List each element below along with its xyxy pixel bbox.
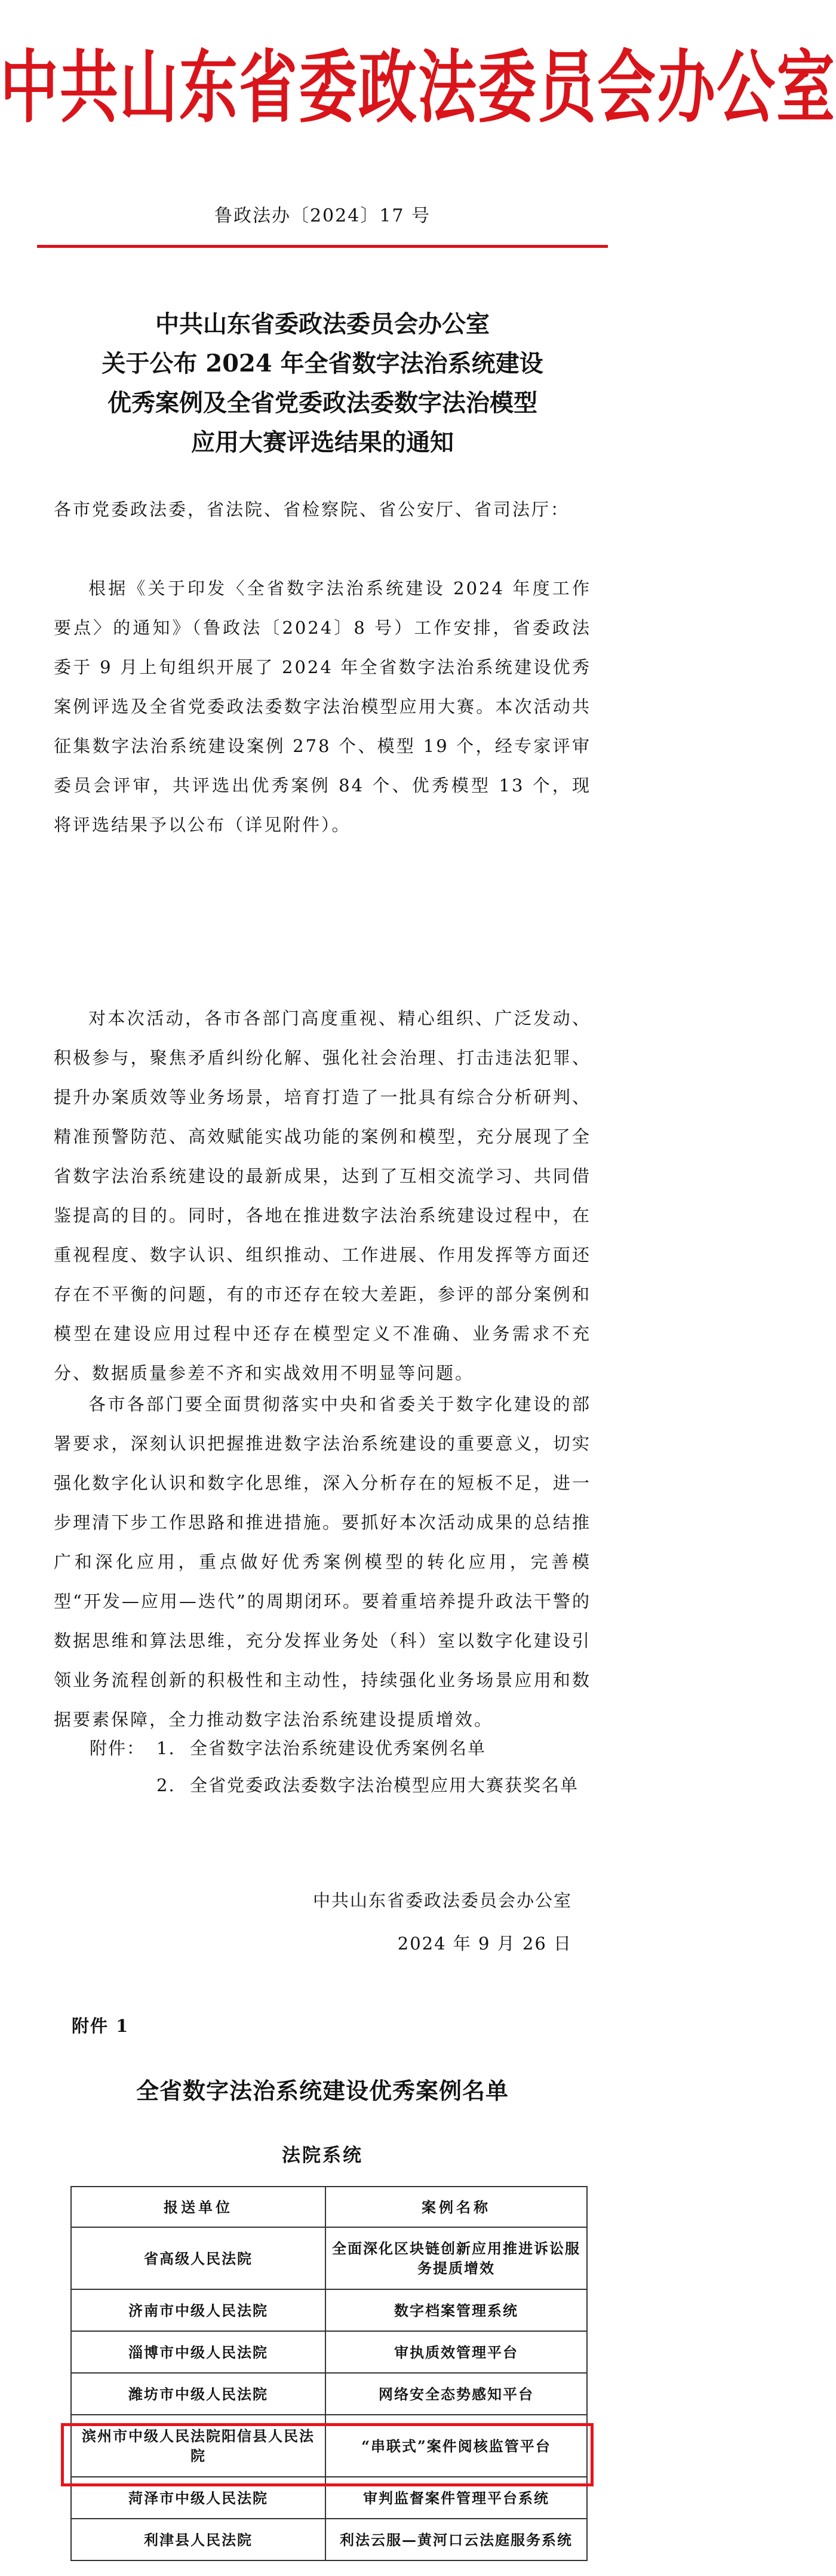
- attachment-number: 2.: [156, 1775, 176, 1795]
- notice-title-line-1: 中共山东省委政法委员会办公室: [155, 310, 490, 338]
- column-header-case: 案例名称: [325, 2187, 587, 2227]
- unit-cell: 济南市中级人民法院: [71, 2289, 325, 2331]
- table-header-row: [71, 2187, 587, 2227]
- table-row: [71, 2289, 587, 2331]
- body-paragraph-1: 根据《关于印发〈全省数字法治系统建设 2024 年度工作要点〉的通知》（鲁政法〔2024〕8 号）工作安排，省委政法委于 9 月上旬组织开展了 2024 年全省数字法治系统建设优秀案例评选及全省党委政法委数字法治模型应用大赛。本次活动共征集数字法治系统建设案例 278 个、模型 19 个，经专家评审委员会评审，共评选出优秀案例 84 个、优秀模型 13 个，现将评选结果予以公布（详见附件）。: [54, 578, 591, 835]
- attachment-list: [90, 1730, 597, 1804]
- case-cell: 数字档案管理系统: [325, 2289, 587, 2331]
- appendix-title: 全省数字法治系统建设优秀案例名单: [136, 2077, 509, 2104]
- attachment-title: 全省数字法治系统建设优秀案例名单: [190, 1738, 487, 1758]
- notice-title: [0, 305, 645, 462]
- excellent-cases-table: [70, 2186, 588, 2561]
- column-header-unit: 报送单位: [71, 2187, 325, 2227]
- unit-cell: 淄博市中级人民法院: [71, 2331, 325, 2373]
- red-divider-line: [37, 245, 608, 248]
- case-cell: 全面深化区块链创新应用推进诉讼服务提质增效: [325, 2227, 587, 2289]
- signature-organization: 中共山东省委政法委员会办公室: [312, 1890, 572, 1911]
- notice-title-line-3: 优秀案例及全省党委政法委数字法治模型: [107, 389, 537, 417]
- attachments-label: 附件：: [90, 1738, 146, 1758]
- table-row: [71, 2331, 587, 2373]
- salutation: 各市党委政法委，省法院、省检察院、省公安厅、省司法厅：: [54, 499, 570, 520]
- case-cell: 审判监督案件管理平台系统: [325, 2477, 587, 2519]
- body-paragraph-2: 对本次活动，各市各部门高度重视、精心组织、广泛发动、积极参与，聚焦矛盾纠纷化解、强化社会治理、打击违法犯罪、提升办案质效等业务场景，培育打造了一批具有综合分析研判、精准预警防范、高效赋能实战功能的案例和模型，充分展现了全省数字法治系统建设的最新成果，达到了互相交流学习、共同借鉴提高的目的。同时，各地在推进数字法治系统建设过程中，在重视程度、数字认识、组织推动、工作进展、作用发挥等方面还存在不平衡的问题，有的市还存在较大差距，参评的部分案例和模型在建设应用过程中还存在模型定义不准确、业务需求不充分、数据质量参差不齐和实战效用不明显等问题。: [54, 1008, 591, 1383]
- section-title: 法院系统: [282, 2145, 363, 2166]
- unit-cell: 潍坊市中级人民法院: [71, 2373, 325, 2415]
- unit-cell: 滨州市中级人民法院阳信县人民法院: [71, 2415, 325, 2477]
- document-number: 鲁政法办〔2024〕17 号: [214, 205, 431, 226]
- table-row: [71, 2373, 587, 2415]
- unit-cell: 省高级人民法院: [71, 2227, 325, 2289]
- table-row: [71, 2227, 587, 2289]
- case-cell: “串联式”案件阅核监管平台: [325, 2415, 587, 2477]
- issuing-office-red-header: 中共山东省委政法委员会办公室: [0, 41, 836, 134]
- highlight-box: [61, 2423, 594, 2486]
- case-cell: 网络安全态势感知平台: [325, 2373, 587, 2415]
- table-row: [71, 2519, 587, 2560]
- attachment-title: 全省党委政法委数字法治模型应用大赛获奖名单: [190, 1775, 579, 1795]
- attachment-number: 1.: [156, 1738, 176, 1758]
- attachment-item: [90, 1730, 597, 1767]
- notice-title-line-2: 关于公布 2024 年全省数字法治系统建设: [102, 349, 543, 377]
- notice-title-line-4: 应用大赛评选结果的通知: [191, 428, 454, 456]
- unit-cell: 利津县人民法院: [71, 2519, 325, 2560]
- case-cell: 利法云服—黄河口云法庭服务系统: [325, 2519, 587, 2560]
- case-cell: 审执质效管理平台: [325, 2331, 587, 2373]
- body-paragraph-3: 各市各部门要全面贯彻落实中央和省委关于数字化建设的部署要求，深刻认识把握推进数字法治系统建设的重要意义，切实强化数字化认识和数字化思维，深入分析存在的短板不足，进一步理清下步工作思路和推进措施。要抓好本次活动成果的总结推广和深化应用，重点做好优秀案例模型的转化应用，完善模型“开发—应用—迭代”的周期闭环。要着重培养提升政法干警的数据思维和算法思维，充分发挥业务处（科）室以数字化建设引领业务流程创新的积极性和主动性，持续强化业务场景应用和数据要素保障，全力推动数字法治系统建设提质增效。: [54, 1394, 591, 1730]
- appendix-label: 附件 1: [72, 2016, 130, 2036]
- attachment-item: [90, 1767, 597, 1804]
- unit-cell: 菏泽市中级人民法院: [71, 2477, 325, 2519]
- signature-date: 2024 年 9 月 26 日: [397, 1933, 572, 1954]
